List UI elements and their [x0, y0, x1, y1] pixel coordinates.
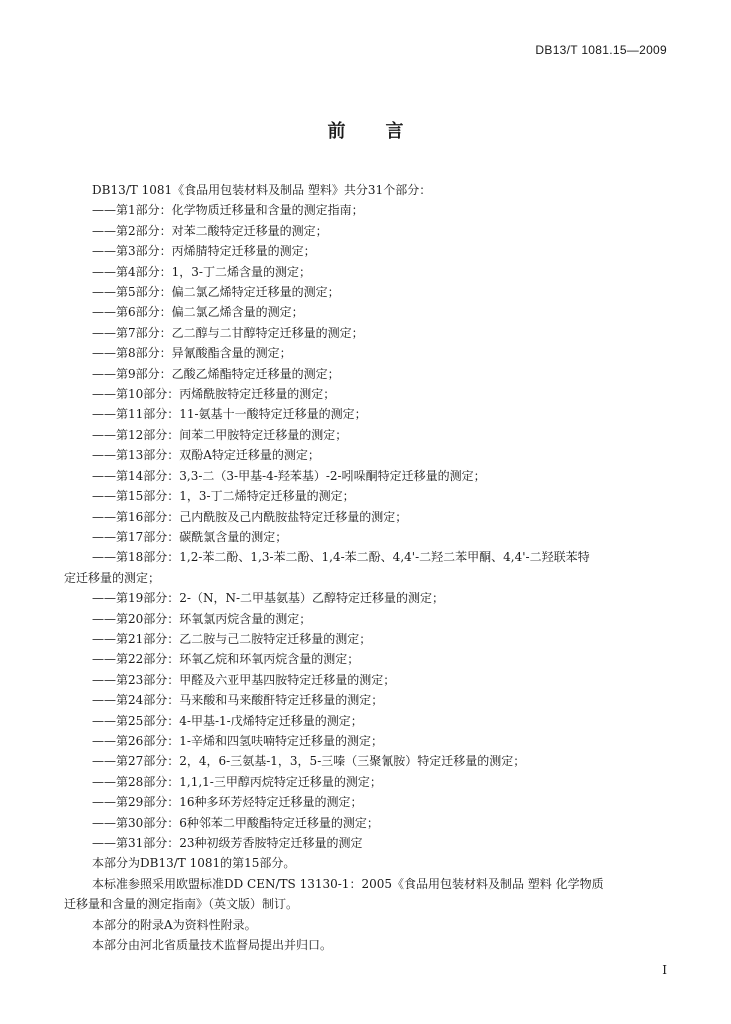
part-list-item: ——第6部分：偏二氯乙烯含量的测定； — [92, 305, 304, 320]
preface-body — [64, 180, 670, 955]
part-list-item: ——第12部分：间苯二甲胺特定迁移量的测定； — [92, 427, 348, 442]
part-list-item: ——第23部分：甲醛及六亚甲基四胺特定迁移量的测定； — [92, 672, 396, 687]
part-list-item: ——第20部分：环氧氯丙烷含量的测定； — [92, 611, 312, 626]
part-list-item: ——第13部分：双酚A特定迁移量的测定； — [92, 448, 320, 463]
part-list-item: ——第18部分：1,2-苯二酚、1,3-苯二酚、1,4-苯二酚、4,4'-二羟二苯甲酮、4,4'-二羟联苯特 — [92, 550, 590, 565]
closing-paragraph-line: 迁移量和含量的测定指南》（英文版）制订。 — [64, 897, 299, 912]
intro-paragraph: DB13/T 1081《食品用包装材料及制品 塑料》共分31个部分： — [92, 183, 432, 197]
part-list-item: ——第27部分：2，4，6-三氨基-1，3，5-三嗪（三聚氰胺）特定迁移量的测定； — [92, 754, 526, 769]
closing-paragraph-line: 本部分为DB13/T 1081的第15部分。 — [92, 856, 296, 871]
part-list-item: ——第29部分：16种多环芳烃特定迁移量的测定； — [92, 795, 363, 810]
standard-code: DB13/T 1081.15—2009 — [535, 43, 667, 57]
closing-paragraph-line: 本标准参照采用欧盟标准DD CEN/TS 13130-1：2005《食品用包装材料及制品 塑料 化学物质 — [92, 876, 604, 891]
part-list-item: ——第11部分：11-氨基十一酸特定迁移量的测定； — [92, 407, 367, 422]
part-list-item: ——第17部分：碳酰氯含量的测定； — [92, 529, 288, 544]
part-list-item: ——第15部分：1，3-丁二烯特定迁移量的测定； — [92, 489, 355, 504]
part-list-item: ——第31部分：23种初级芳香胺特定迁移量的测定 — [92, 836, 363, 850]
part-list-item: ——第30部分：6种邻苯二甲酸酯特定迁移量的测定； — [92, 815, 379, 830]
page-title — [0, 117, 731, 143]
part-list-item: ——第25部分：4-甲基-1-戊烯特定迁移量的测定； — [92, 713, 363, 728]
part-list-item: ——第21部分：乙二胺与己二胺特定迁移量的测定； — [92, 631, 372, 646]
part-list-item: ——第1部分：化学物质迁移量和含量的测定指南； — [92, 203, 364, 218]
part-list-item: ——第9部分：乙酸乙烯酯特定迁移量的测定； — [92, 366, 340, 381]
closing-paragraphs — [64, 853, 670, 955]
part-list-item: ——第4部分：1，3-丁二烯含量的测定； — [92, 264, 311, 279]
part-list-item: ——第2部分：对苯二酸特定迁移量的测定； — [92, 223, 328, 238]
part-list-item: ——第26部分：1-辛烯和四氢呋喃特定迁移量的测定； — [92, 733, 383, 748]
part-list-item: ——第3部分：丙烯腈特定迁移量的测定； — [92, 244, 316, 259]
closing-paragraph-line: 本部分的附录A为资料性附录。 — [92, 917, 257, 932]
part-list-item: ——第5部分：偏二氯乙烯特定迁移量的测定； — [92, 285, 340, 300]
parts-list — [64, 200, 670, 853]
page-number: I — [662, 963, 667, 977]
part-list-item: ——第28部分：1,1,1-三甲醇丙烷特定迁移量的测定； — [92, 774, 382, 789]
part-list-item: 定迁移量的测定； — [64, 570, 161, 585]
closing-paragraph-line: 本部分由河北省质量技术监督局提出并归口。 — [92, 938, 333, 953]
part-list-item: ——第14部分：3,3-二（3-甲基-4-羟苯基）-2-吲哚酮特定迁移量的测定； — [92, 468, 486, 483]
title-char-1: 前 — [327, 121, 346, 142]
title-char-2: 言 — [385, 121, 404, 142]
part-list-item: ——第8部分：异氰酸酯含量的测定； — [92, 346, 292, 361]
part-list-item: ——第24部分：马来酸和马来酸酐特定迁移量的测定； — [92, 693, 384, 708]
part-list-item: ——第16部分：己内酰胺及己内酰胺盐特定迁移量的测定； — [92, 509, 408, 524]
part-list-item: ——第19部分：2-（N，N-二甲基氨基）乙醇特定迁移量的测定； — [92, 591, 445, 606]
part-list-item: ——第7部分：乙二醇与二甘醇特定迁移量的测定； — [92, 325, 364, 340]
part-list-item: ——第10部分：丙烯酰胺特定迁移量的测定； — [92, 387, 336, 402]
part-list-item: ——第22部分：环氧乙烷和环氧丙烷含量的测定； — [92, 652, 360, 667]
